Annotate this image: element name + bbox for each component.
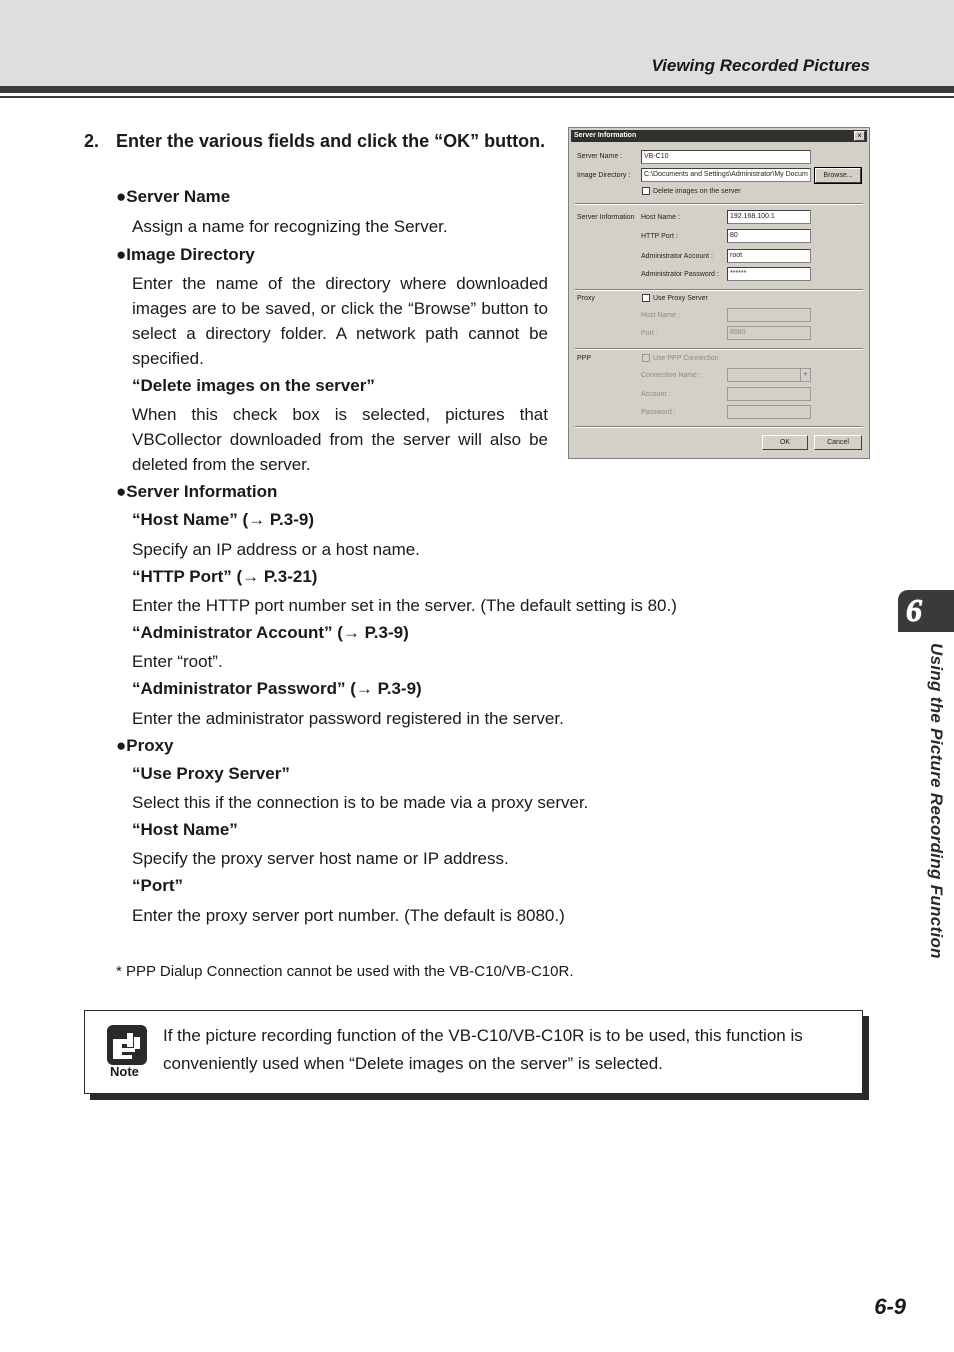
dlg-admin-password-label: Administrator Password : [641,271,719,278]
proxy-port-desc: Enter the proxy server port number. (The default is 8080.) [132,906,565,925]
running-header-title: Viewing Recorded Pictures [651,56,870,75]
bullet-proxy: ●Proxy [116,736,174,755]
dlg-server-info-label: Server Information [577,214,635,221]
bullet-server-information: ●Server Information [116,482,278,501]
dlg-ok-button[interactable]: OK [762,435,808,450]
dlg-separator [575,426,863,428]
dlg-http-port-label: HTTP Port : [641,233,678,240]
host-name-desc: Specify an IP address or a host name. [132,540,420,559]
dlg-use-ppp-label: Use PPP Connection [653,355,719,362]
chapter-side-title: Using the Picture Recording Function [927,643,946,959]
dlg-account-label: Account : [641,391,671,398]
dialog-title: Server Information [574,132,637,139]
dlg-cancel-button[interactable]: Cancel [814,435,862,450]
dlg-browse-button[interactable]: Browse... [815,168,861,183]
proxy-host-desc: Specify the proxy server host name or IP address. [132,849,509,868]
dlg-use-proxy-label: Use Proxy Server [653,295,708,302]
dlg-use-proxy-checkbox[interactable] [642,294,650,302]
dlg-host-name-input[interactable]: 192.168.100.1 [727,210,811,224]
admin-account-heading: “Administrator Account” (→ P.3-9) [132,623,409,642]
close-icon[interactable]: × [854,131,865,141]
dialog-titlebar [571,130,867,142]
chapter-number: 6 [906,592,922,628]
proxy-host-heading: “Host Name” [132,820,238,839]
admin-account-desc: Enter “root”. [132,652,223,671]
dlg-separator [575,289,863,291]
dlg-connection-name-label: Connection Name : [641,372,701,379]
dlg-proxy-host-input[interactable] [727,308,811,322]
footnote: * PPP Dialup Connection cannot be used with the VB-C10/VB-C10R. [116,963,574,980]
chapter-tab [898,590,954,632]
dlg-proxy-label: Proxy [577,295,595,302]
server-name-desc: Assign a name for recognizing the Server. [132,217,448,236]
dlg-image-dir-label: Image Directory : [577,172,631,179]
server-information-dialog [568,127,870,459]
step-heading [84,127,550,155]
use-proxy-desc: Select this if the connection is to be made via a proxy server. [132,793,589,812]
dlg-proxy-host-label: Host Name : [641,312,680,319]
http-port-desc: Enter the HTTP port number set in the server. (The default setting is 80.) [132,596,677,615]
dlg-admin-account-label: Administrator Account : [641,253,713,260]
dlg-server-name-label: Server Name : [577,153,623,160]
chevron-down-icon: ▼ [800,369,810,381]
pointing-hand-icon [107,1025,147,1065]
dlg-account-input[interactable] [727,387,811,401]
note-text: If the picture recording function of the VB-C10/VB-C10R is to be used, this function is conveniently used when “Delete images on the server” is selected. [163,1026,803,1073]
step-number: 2. [84,131,100,151]
dlg-proxy-port-input[interactable]: 8080 [727,326,811,340]
dlg-ppp-label: PPP [577,355,592,362]
dlg-http-port-input[interactable]: 80 [727,229,811,243]
admin-password-heading: “Administrator Password” (→ P.3-9) [132,679,422,698]
dlg-delete-images-label: Delete images on the server [653,188,741,195]
note-hand-icon [107,1025,147,1065]
bullet-server-name: ●Server Name [116,187,231,206]
bullet-image-directory: ●Image Directory [116,245,255,264]
page-number: 6-9 [874,1294,906,1319]
header-rule-thin [0,96,954,98]
dlg-password-input[interactable] [727,405,811,419]
step-heading-text: Enter the various fields and click the “OK” button. [116,131,546,151]
delete-images-desc: When this check box is selected, pictures that VBCollector downloaded from the server will also be deleted from the server. [132,405,548,474]
dlg-password-label: Password : [641,409,676,416]
dlg-image-dir-input[interactable]: C:\Documents and Settings\Administrator\My Docum [641,168,811,182]
dlg-delete-images-checkbox[interactable] [642,187,650,195]
dlg-admin-account-input[interactable]: root [727,249,811,263]
dlg-separator [575,203,863,205]
dlg-use-ppp-checkbox[interactable] [642,354,650,362]
dlg-proxy-port-label: Port : [641,330,658,337]
image-directory-desc: Enter the name of the directory where downloaded images are to be saved, or click the “Browse” button to select a directory folder. A network path cannot be specified. [132,274,548,368]
http-port-heading: “HTTP Port” (→ P.3-21) [132,567,318,586]
admin-password-desc: Enter the administrator password registered in the server. [132,709,564,728]
dlg-host-name-label: Host Name : [641,214,680,221]
delete-images-heading: “Delete images on the server” [132,376,375,395]
host-name-heading: “Host Name” (→ P.3-9) [132,510,315,529]
note-label: Note [110,1064,139,1079]
dlg-separator [575,348,863,350]
proxy-port-heading: “Port” [132,876,183,895]
dlg-admin-password-input[interactable]: ****** [727,267,811,281]
header-rule [0,86,954,93]
dlg-connection-name-select[interactable] [727,368,811,382]
use-proxy-heading: “Use Proxy Server” [132,764,290,783]
note-box [84,1010,863,1094]
dlg-server-name-input[interactable]: VB-C10 [641,150,811,164]
